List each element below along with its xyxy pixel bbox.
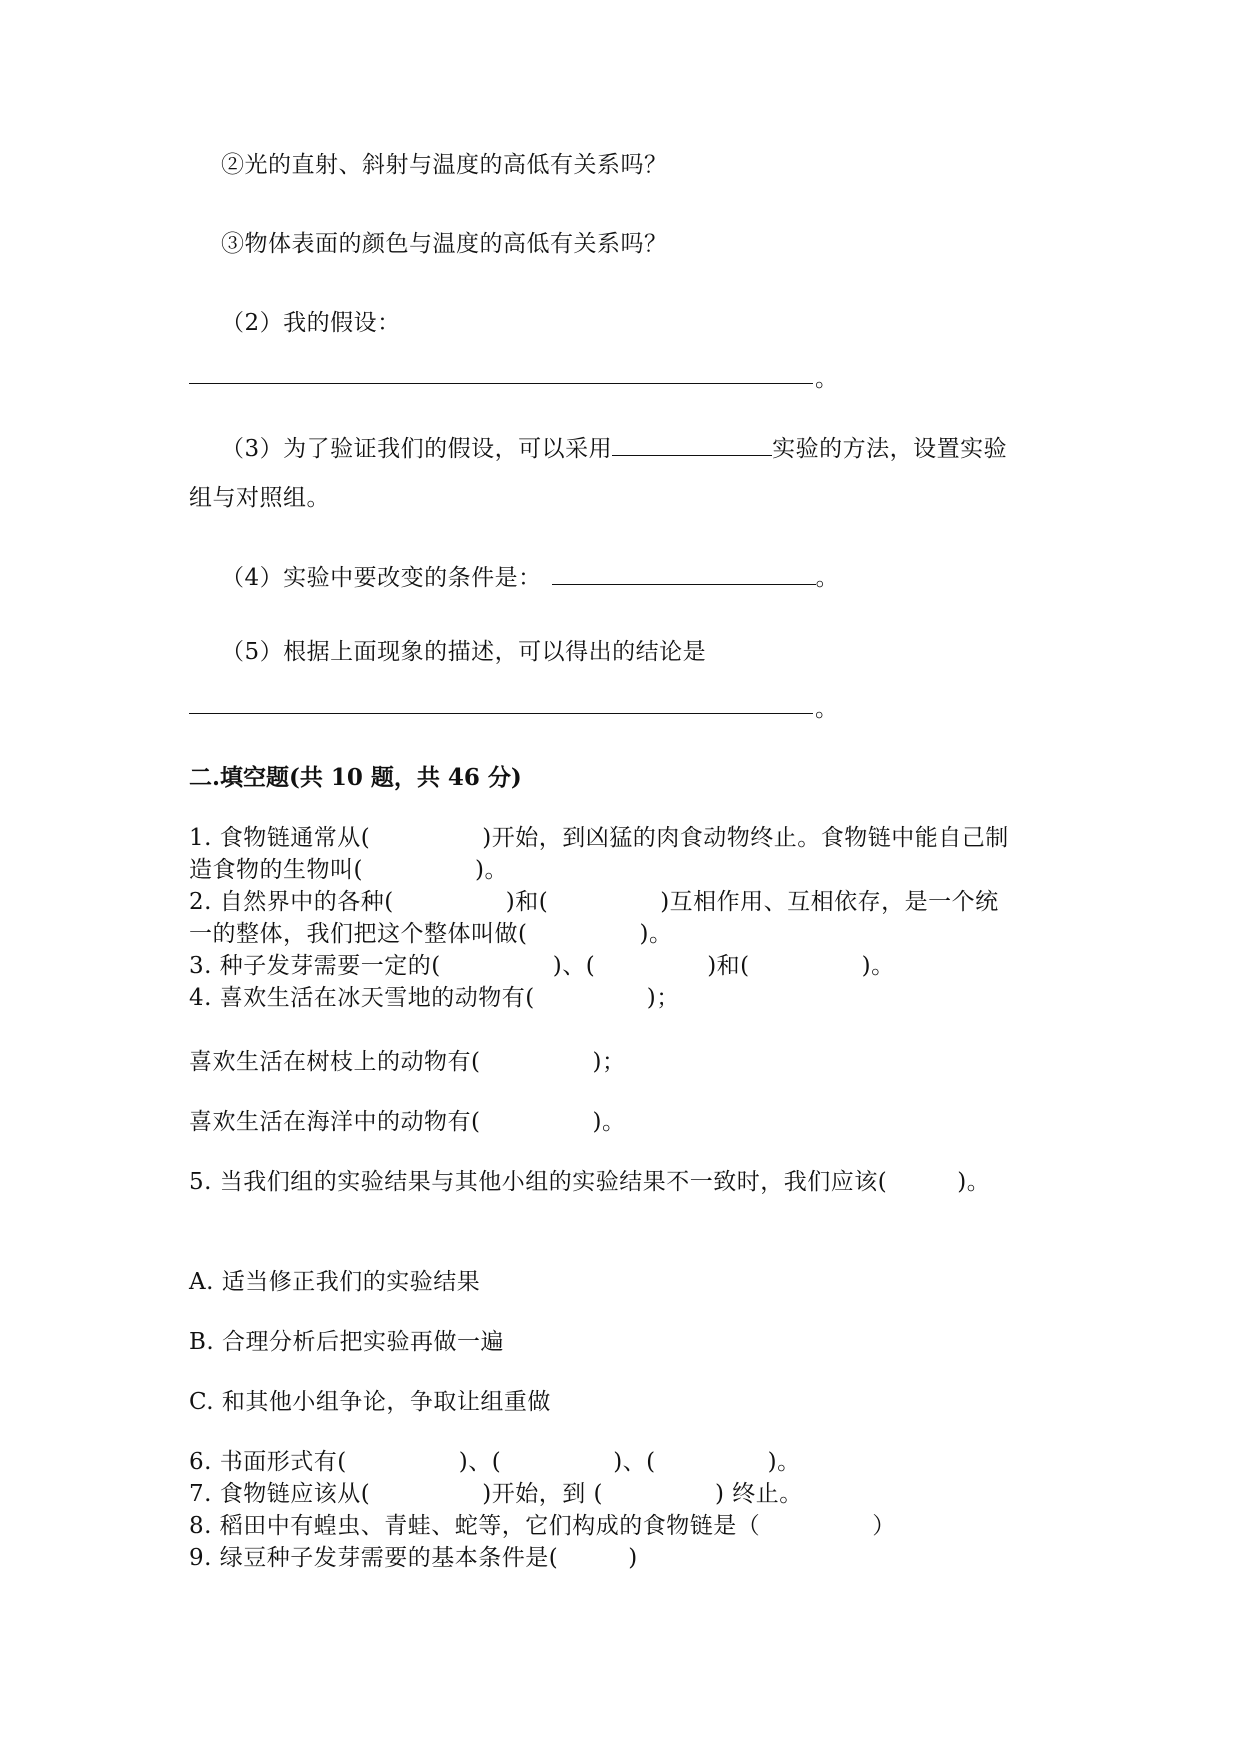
q4-text-a: 4. 喜欢生活在冰天雪地的动物有( [189,985,535,1011]
q7-line [189,1479,803,1509]
q3-text-a: 3. 种子发芽需要一定的( [189,953,441,979]
q5-line [189,1167,990,1197]
q3-text-d: )。 [861,953,895,979]
q6-text-b: )、( [458,1449,502,1475]
q5-option-b[interactable]: B. 合理分析后把实验再做一遍 [189,1329,505,1355]
q2-line-1 [189,887,999,917]
method-blank[interactable] [612,433,772,456]
q8-text-a: 8. 稻田中有蝗虫、青蛙、蛇等，它们构成的食物链是（ [189,1513,761,1539]
q8-line [189,1511,896,1541]
condition-label: （4）实验中要改变的条件是： [221,565,542,591]
q4-text-b: )； [646,985,680,1011]
q3-text-b: )、( [552,953,596,979]
q5-option-c[interactable]: C. 和其他小组争论，争取让组重做 [189,1389,551,1415]
conclusion-period: 。 [815,696,839,722]
q9-line [189,1543,638,1573]
q9-text-b: ) [628,1545,638,1571]
q2-text-a: 2. 自然界中的各种( [189,889,394,915]
q6-line [189,1447,801,1477]
q4-line-3 [189,1107,625,1137]
conclusion-answer-line [189,713,813,714]
q4-text-f: )。 [592,1109,626,1135]
q1-text-c: 造食物的生物叫( [189,857,363,883]
q4-text-c: 喜欢生活在树枝上的动物有( [189,1049,481,1075]
q5-text-a: 5. 当我们组的实验结果与其他小组的实验结果不一致时，我们应该( [189,1169,888,1195]
q5-text-b: )。 [957,1169,991,1195]
q9-text-a: 9. 绿豆种子发芽需要的基本条件是( [189,1545,559,1571]
q7-text-b: )开始，到 ( [482,1481,603,1507]
question-3-text: ③物体表面的颜色与温度的高低有关系吗？ [221,231,668,257]
q1-line-2 [189,855,508,885]
q2-text-b: )和( [505,889,549,915]
q8-text-b: ） [872,1513,896,1539]
q1-line-1 [189,823,1009,853]
hypothesis-period: 。 [815,366,839,392]
q4-text-e: 喜欢生活在海洋中的动物有( [189,1109,481,1135]
q2-text-e: )。 [639,921,673,947]
q7-text-c: ) 终止。 [715,1481,803,1507]
method-text-after: 实验的方法，设置实验 [772,436,1008,462]
q1-text-d: )。 [474,857,508,883]
q6-text-d: )。 [767,1449,801,1475]
q4-line-1 [189,983,680,1013]
condition-question [221,562,839,593]
q2-line-2 [189,919,672,949]
question-2-text: ②光的直射、斜射与温度的高低有关系吗？ [221,152,668,178]
q1-text-a: 1. 食物链通常从( [189,825,371,851]
condition-period: 。 [815,565,840,591]
q4-line-2 [189,1047,625,1077]
hypothesis-answer-line [189,383,813,384]
q1-text-b: )开始，到凶猛的肉食动物终止。食物链中能自己制 [482,825,1009,851]
method-text-before: （3）为了验证我们的假设，可以采用 [221,436,613,462]
q5-option-a[interactable]: A. 适当修正我们的实验结果 [189,1269,481,1295]
method-question [221,433,1007,464]
q6-text-c: )、( [613,1449,656,1475]
hypothesis-label: （2）我的假设： [221,310,401,336]
q4-text-d: )； [592,1049,626,1075]
q3-line [189,951,895,981]
q3-text-c: )和( [707,953,750,979]
conclusion-label: （5）根据上面现象的描述，可以得出的结论是 [221,639,707,665]
q7-text-a: 7. 食物链应该从( [189,1481,371,1507]
q2-text-d: 一的整体，我们把这个整体叫做( [189,921,528,947]
section-heading: 二.填空题(共 10 题，共 46 分) [189,764,522,791]
q6-text-a: 6. 书面形式有( [189,1449,347,1475]
method-line-2: 组与对照组。 [189,485,330,511]
q2-text-c: )互相作用、互相依存，是一个统 [660,889,999,915]
condition-blank[interactable] [552,562,816,585]
